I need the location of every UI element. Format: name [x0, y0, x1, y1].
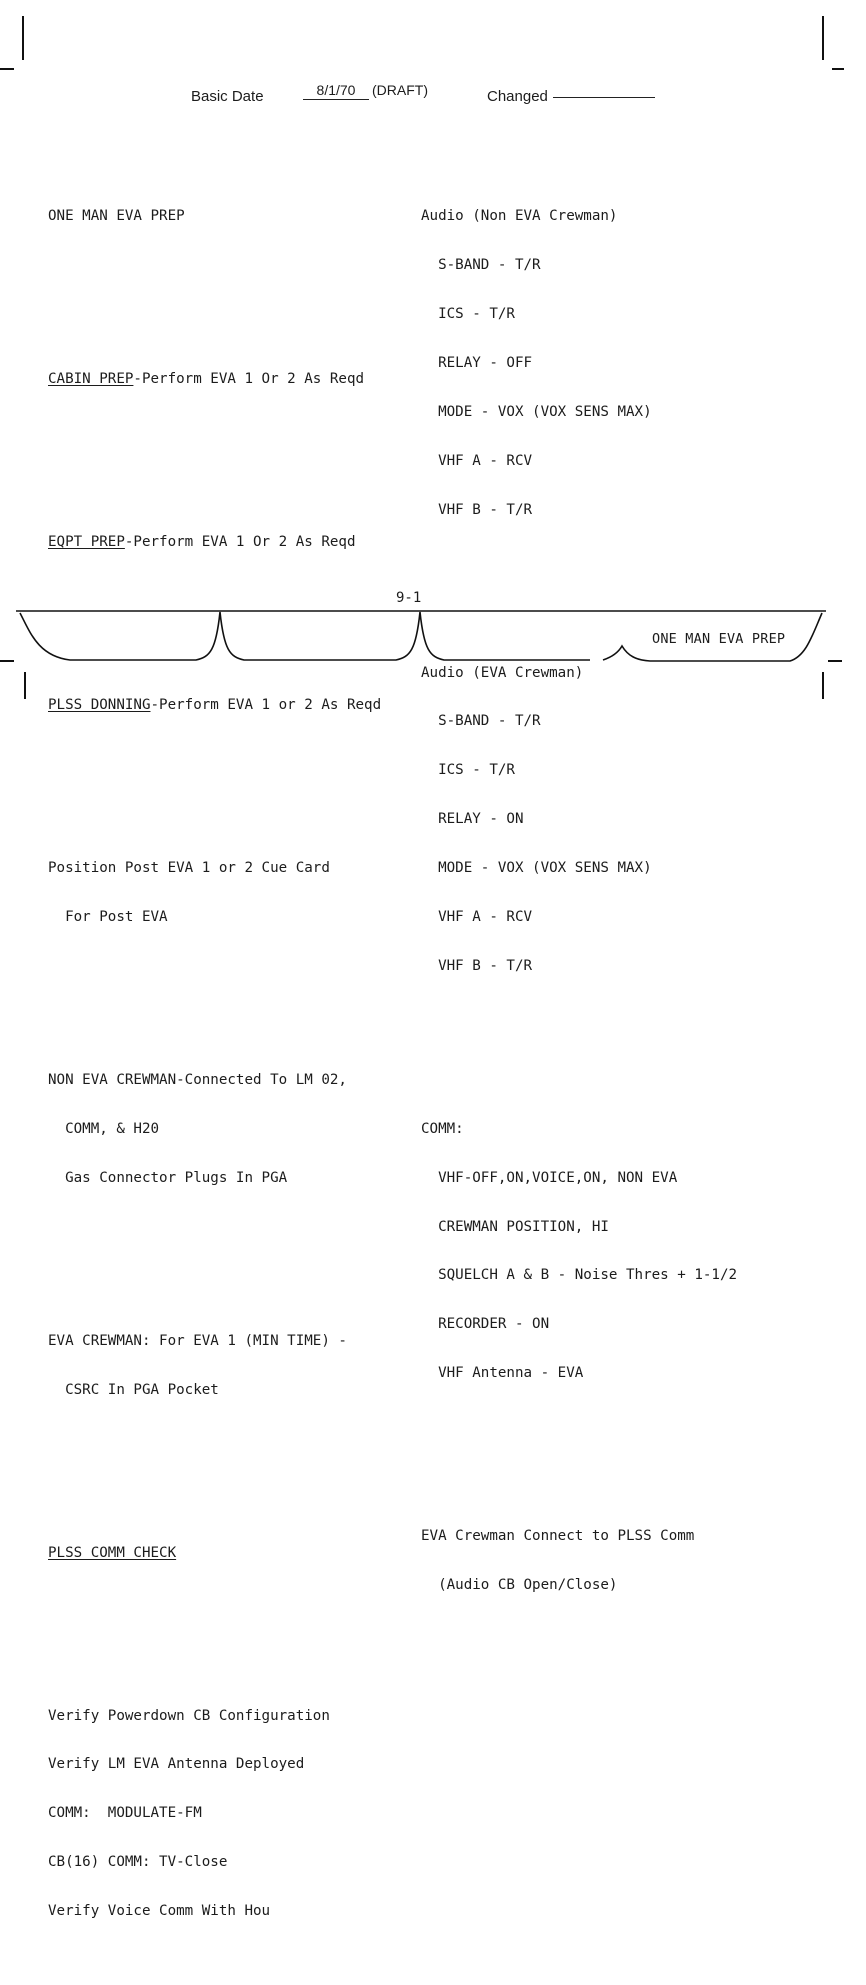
audio-eva-line-1: Audio (EVA Crewman): [421, 664, 584, 681]
audio-non-eva-line-6: VHF A - RCV: [421, 452, 533, 469]
comm-block: [421, 1088, 737, 1414]
audio-non-eva-line-5: MODE - VOX (VOX SENS MAX): [421, 403, 652, 420]
non-eva-line-2: COMM, & H20: [48, 1120, 160, 1137]
plss-comm-check-block: [48, 1512, 381, 1593]
audio-non-eva-line-1: Audio (Non EVA Crewman): [421, 208, 618, 225]
audio-non-eva-line-7: VHF B - T/R: [421, 501, 533, 518]
section-tab-label: ONE MAN EVA PREP: [652, 631, 786, 647]
eva-crewman-block: [48, 1300, 381, 1430]
cue-card-line-2: For Post EVA: [48, 908, 168, 925]
changed-label: Changed: [487, 88, 548, 105]
eqpt-prep-heading: EQPT PREP: [48, 534, 125, 551]
audio-eva-line-7: VHF B - T/R: [421, 957, 533, 974]
draft-note: (DRAFT): [372, 82, 428, 98]
non-eva-line-1: NON EVA CREWMAN-Connected To LM 02,: [48, 1071, 347, 1088]
cabin-prep-text: -Perform EVA 1 Or 2 As Reqd: [133, 371, 365, 388]
eva-crewman-line-1: EVA CREWMAN: For EVA 1 (MIN TIME) -: [48, 1332, 347, 1349]
plss-donning-heading: PLSS DONNING: [48, 697, 151, 714]
verify-step-3: COMM: MODULATE-FM: [48, 1805, 202, 1822]
non-eva-crewman-block: [48, 1039, 381, 1218]
comm-line-1: COMM:: [421, 1120, 464, 1137]
non-eva-line-3: Gas Connector Plugs In PGA: [48, 1169, 288, 1186]
comm-line-4: SQUELCH A & B - Noise Thres + 1-1/2: [421, 1267, 738, 1284]
tab-left-curve: [20, 612, 590, 660]
cue-card-block: [48, 827, 381, 957]
verify-step-5: Verify Voice Comm With Hou: [48, 1903, 271, 1920]
comm-line-5: RECORDER - ON: [421, 1316, 550, 1333]
index-tab-outline: [0, 0, 866, 699]
verify-step-1: Verify Powerdown CB Configuration: [48, 1707, 330, 1724]
plss-comm-check-heading: PLSS COMM CHECK: [48, 1544, 177, 1561]
audio-eva-line-3: ICS - T/R: [421, 762, 515, 779]
audio-eva-line-4: RELAY - ON: [421, 811, 524, 828]
basic-date-label: Basic Date: [191, 88, 264, 105]
audio-non-eva-line-2: S-BAND - T/R: [421, 257, 541, 274]
comm-line-3: CREWMAN POSITION, HI: [421, 1218, 609, 1235]
plss-connect-block: [421, 1496, 737, 1626]
audio-eva-line-6: VHF A - RCV: [421, 908, 533, 925]
audio-eva-line-5: MODE - VOX (VOX SENS MAX): [421, 860, 652, 877]
procedure-title: ONE MAN EVA PREP: [48, 208, 185, 225]
eqpt-prep-text: -Perform EVA 1 Or 2 As Reqd: [124, 534, 356, 551]
eva-crewman-line-2: CSRC In PGA Pocket: [48, 1381, 219, 1398]
audio-non-eva-line-4: RELAY - OFF: [421, 354, 533, 371]
cue-card-line-1: Position Post EVA 1 or 2 Cue Card: [48, 860, 330, 877]
basic-date-value: 8/1/70: [303, 82, 369, 100]
verify-steps-block: [48, 1675, 381, 1952]
cabin-prep-heading: CABIN PREP: [48, 371, 134, 388]
comm-line-2: VHF-OFF,ON,VOICE,ON, NON EVA: [421, 1169, 678, 1186]
plss-connect-line-2: (Audio CB Open/Close): [421, 1577, 618, 1594]
page-number: 9-1: [396, 590, 422, 606]
verify-step-4: CB(16) COMM: TV-Close: [48, 1854, 228, 1871]
audio-non-eva-line-3: ICS - T/R: [421, 305, 515, 322]
audio-eva-line-2: S-BAND - T/R: [421, 713, 541, 730]
plss-connect-line-1: EVA Crewman Connect to PLSS Comm: [421, 1528, 695, 1545]
plss-donning-text: -Perform EVA 1 or 2 As Reqd: [150, 697, 382, 714]
verify-step-2: Verify LM EVA Antenna Deployed: [48, 1756, 305, 1773]
comm-line-6: VHF Antenna - EVA: [421, 1365, 584, 1382]
